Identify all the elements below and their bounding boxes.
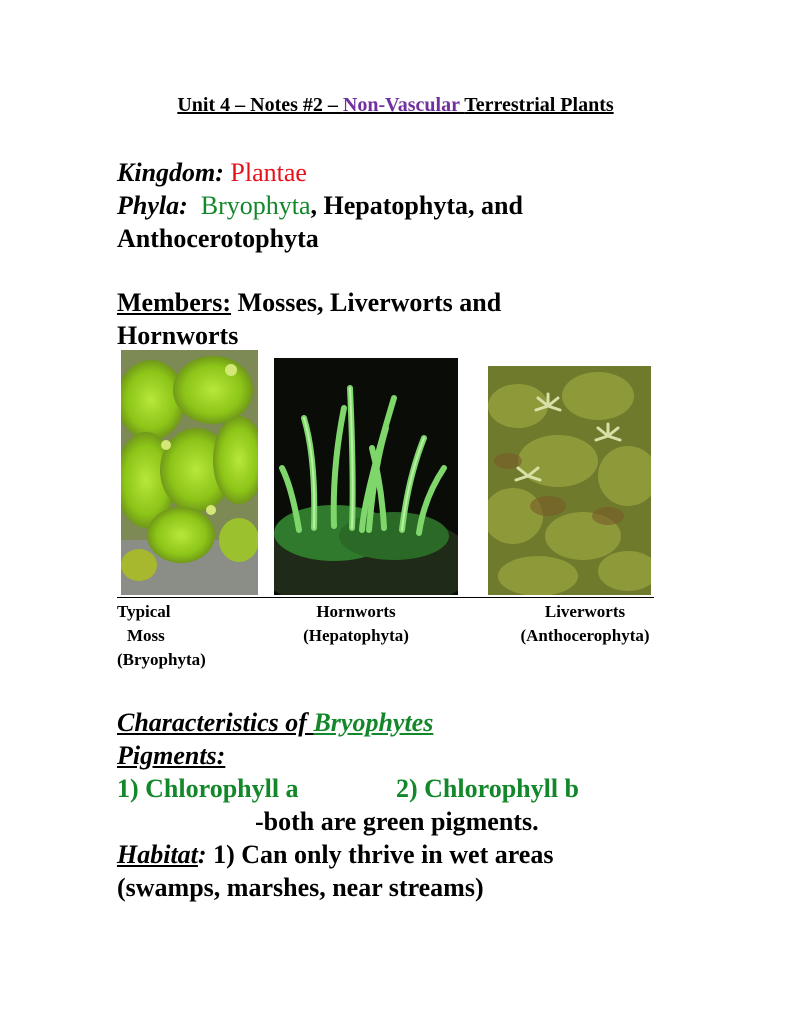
caption-moss-line-1: Typical	[117, 602, 171, 621]
caption-hornworts	[282, 600, 430, 648]
phyla-label: Phyla:	[117, 191, 188, 220]
caption-hornworts-line-1: Hornworts	[316, 602, 396, 621]
phyla-first: Bryophyta	[200, 191, 311, 220]
caption-moss-line-3: (Bryophyta)	[117, 650, 206, 669]
liverworts-image	[488, 366, 651, 595]
title-highlight: Non-Vascular	[342, 94, 465, 116]
page-title	[0, 94, 791, 117]
caption-liverworts-line-1: Liverworts	[544, 602, 626, 621]
phyla-line	[117, 189, 523, 222]
characteristics-value: Bryophytes	[313, 708, 434, 737]
pigments-label: Pigments:	[117, 741, 226, 770]
characteristics-label: Characteristics of	[117, 708, 314, 737]
habitat-line-1: 1) Can only thrive in wet areas	[206, 840, 554, 869]
members-line-2: Hornworts	[117, 321, 239, 350]
members-value: Mosses, Liverworts and	[231, 288, 502, 317]
pigment-item-1: 1) Chlorophyll a	[117, 774, 299, 803]
characteristics-heading	[117, 706, 433, 739]
members-line	[117, 286, 501, 319]
members-label: Members:	[117, 288, 232, 317]
caption-moss-line-2: Moss	[127, 626, 165, 645]
kingdom-value: Plantae	[230, 158, 307, 187]
pigments-note: -both are green pigments.	[255, 807, 539, 836]
caption-hornworts-line-2: (Hepatophyta)	[303, 626, 409, 645]
pigment-item-2: 2) Chlorophyll b	[396, 774, 580, 803]
phyla-line-2: Anthocerotophyta	[117, 224, 319, 253]
kingdom-line	[117, 156, 307, 189]
caption-liverworts	[500, 600, 670, 648]
image-baseline	[117, 597, 654, 598]
caption-moss	[117, 600, 206, 672]
moss-image	[121, 350, 258, 595]
caption-liverworts-line-2: (Anthocerophyta)	[520, 626, 650, 645]
habitat-line-2: (swamps, marshes, near streams)	[117, 873, 484, 902]
habitat-colon: :	[197, 840, 207, 869]
kingdom-label: Kingdom:	[117, 158, 224, 187]
title-prefix: Unit 4 – Notes #2 –	[177, 94, 343, 116]
phyla-rest: , Hepatophyta, and	[310, 191, 523, 220]
habitat-line	[117, 838, 553, 871]
hornworts-image	[274, 358, 458, 595]
title-suffix: Terrestrial Plants	[464, 94, 614, 116]
habitat-label: Habitat	[117, 840, 198, 869]
